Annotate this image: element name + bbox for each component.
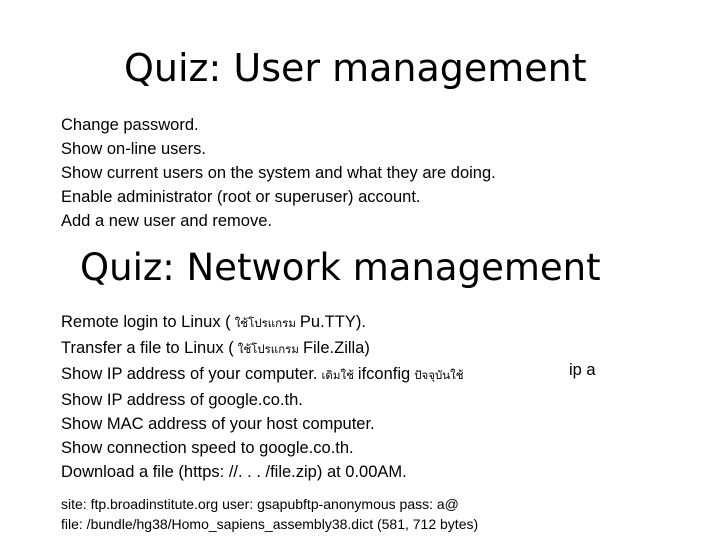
quiz-user-management-title: Quiz: User management bbox=[124, 46, 587, 90]
item-text: Remote login to Linux ( bbox=[61, 313, 231, 331]
network-management-list bbox=[61, 310, 468, 484]
list-item: Show on-line users. bbox=[61, 140, 206, 158]
list-item: Download a file (https: //. . . /file.zip) at 0.00AM. bbox=[61, 463, 407, 481]
item-text: File.Zilla) bbox=[302, 339, 370, 357]
list-item: Add a new user and remove. bbox=[61, 212, 272, 230]
item-text: Show IP address of your computer. bbox=[61, 365, 318, 383]
command-text-ip-a: ip a bbox=[569, 361, 596, 379]
list-item bbox=[61, 362, 468, 388]
list-item: Show IP address of google.co.th. bbox=[61, 391, 303, 409]
footer-site-info: site: ftp.broadinstitute.org user: gsapubftp-anonymous pass: a@ bbox=[61, 496, 459, 512]
user-management-list bbox=[61, 113, 496, 233]
list-item: Show current users on the system and what they are doing. bbox=[61, 164, 496, 182]
thai-text: ใช้โปรแกรม bbox=[234, 318, 296, 330]
item-text: Pu.TTY). bbox=[299, 313, 366, 331]
thai-text: ปัจจุบันใช้ bbox=[414, 370, 464, 382]
thai-text: เดิมใช้ bbox=[321, 370, 354, 382]
footer-file-info: file: /bundle/hg38/Homo_sapiens_assembly38.dict (581, 712 bytes) bbox=[61, 516, 479, 532]
command-text: ifconfig bbox=[357, 365, 411, 383]
list-item bbox=[61, 336, 468, 362]
list-item: Change password. bbox=[61, 116, 199, 134]
list-item: Show connection speed to google.co.th. bbox=[61, 439, 354, 457]
item-text: Transfer a file to Linux ( bbox=[61, 339, 234, 357]
list-item bbox=[61, 310, 468, 336]
list-item: Show MAC address of your host computer. bbox=[61, 415, 375, 433]
thai-text: ใช้โปรแกรม bbox=[237, 344, 299, 356]
quiz-network-management-title: Quiz: Network management bbox=[80, 246, 601, 289]
list-item: Enable administrator (root or superuser) account. bbox=[61, 188, 421, 206]
